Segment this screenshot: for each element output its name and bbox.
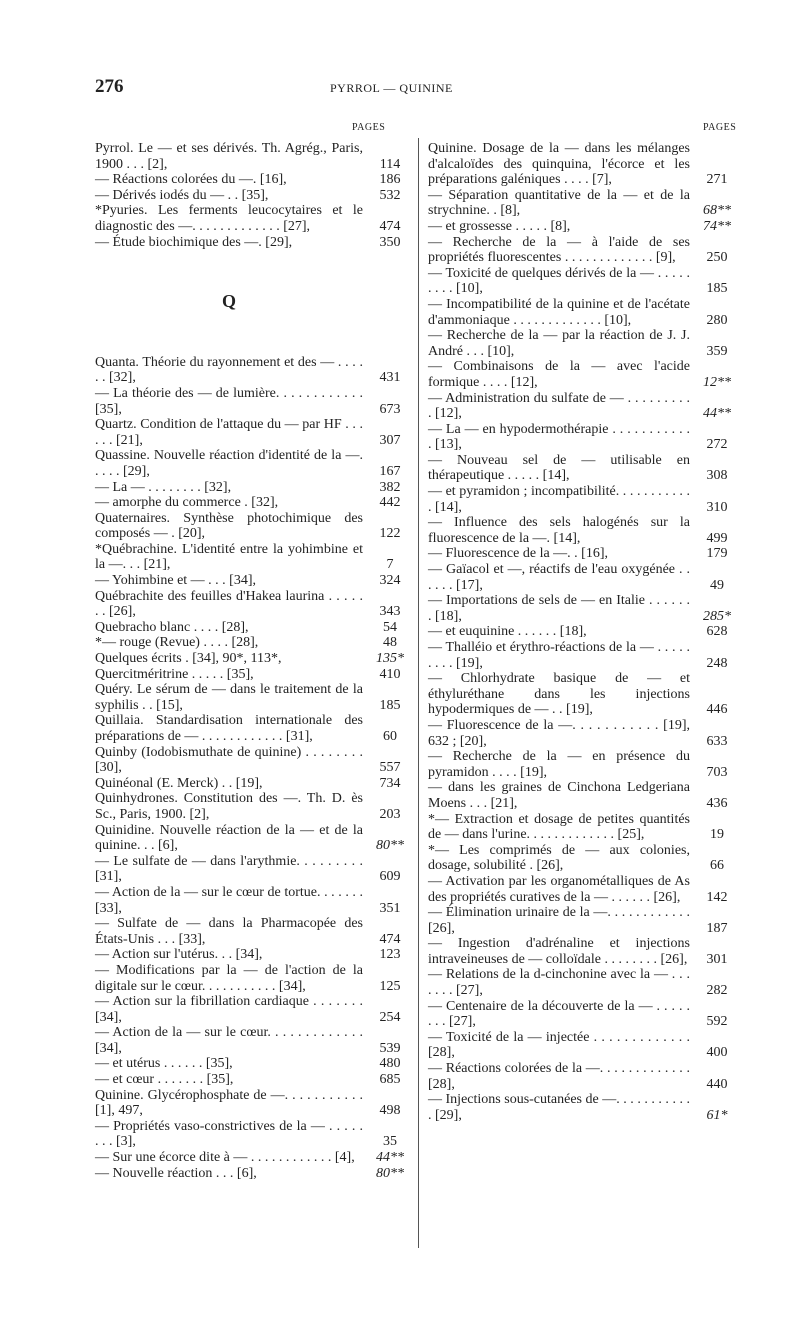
- entry-text: — Administration du sulfate de — . . . . . . . . . . [12],: [428, 390, 690, 422]
- index-entry: [428, 812, 740, 843]
- index-entry: [95, 1056, 413, 1072]
- entry-text: Quinéonal (E. Merck) . . [19],: [95, 775, 263, 791]
- entry-text: — et cœur . . . . . . . [35],: [95, 1072, 234, 1088]
- entry-page-number: 203: [379, 806, 401, 822]
- entry-text: — et grossesse . . . . . [8],: [428, 218, 571, 234]
- entry-text: Quinidine. Nouvelle réaction de la — et de la quinine. . . [6],: [95, 822, 363, 854]
- entry-page-number: 474: [379, 218, 401, 234]
- entry-text: — Sulfate de — dans la Pharmacopée des États-Unis . . . [33],: [95, 916, 363, 947]
- index-entry: [428, 671, 740, 718]
- left-entries-before: [95, 141, 413, 250]
- entry-text: — La — . . . . . . . . [32],: [95, 479, 232, 495]
- index-entry: [95, 573, 413, 589]
- entry-page-number: 474: [379, 931, 401, 947]
- entry-text: — Importations de sels de — en Italie . . . . . . . [18],: [428, 593, 690, 624]
- entry-page-number: 734: [379, 775, 401, 791]
- right-column: [428, 141, 740, 1123]
- entry-page-number: 673: [379, 401, 401, 417]
- entry-page-number: 186: [379, 172, 401, 188]
- entry-page-number: 66: [710, 858, 724, 874]
- entry-text: Quinhydrones. Constitution des —. Th. D. ès Sc., Paris, 1900. [2],: [95, 791, 363, 822]
- index-entry: [95, 635, 413, 651]
- entry-page-number: 301: [706, 951, 728, 967]
- entry-page-number: 350: [379, 234, 401, 250]
- entry-page-number: 282: [706, 983, 728, 999]
- entry-text: — La — en hypodermothérapie . . . . . . . . . . . . [13],: [428, 421, 690, 453]
- left-entries-after: [95, 355, 413, 1181]
- entry-page-number: 68**: [703, 203, 731, 219]
- index-entry: [428, 999, 740, 1030]
- index-entry: [95, 235, 413, 251]
- entry-page-number: 498: [379, 1103, 401, 1119]
- index-entry: [95, 651, 413, 667]
- index-entry: [428, 1030, 740, 1061]
- entry-page-number: 685: [379, 1072, 401, 1088]
- index-entry: [428, 484, 740, 515]
- left-column: [95, 141, 413, 1181]
- index-entry: [95, 1119, 413, 1150]
- index-entry: [95, 172, 413, 188]
- entry-text: — Recherche de la — par la réaction de J. J. André . . . [10],: [428, 328, 690, 359]
- entry-text: — Étude biochimique des —. [29],: [95, 234, 293, 250]
- index-entry: [95, 994, 413, 1025]
- running-title: PYRROL — QUININE: [330, 81, 453, 95]
- entry-page-number: 633: [706, 733, 728, 749]
- index-entry: [95, 417, 413, 448]
- entry-text: Pyrrol. Le — et ses dérivés. Th. Agrég., Paris, 1900 . . . [2],: [95, 141, 363, 172]
- entry-text: Quartz. Condition de l'attaque du — par HF . . . . . . [21],: [95, 417, 363, 448]
- entry-page-number: 35: [383, 1134, 397, 1150]
- index-entry: [428, 235, 740, 266]
- index-entry: [95, 141, 413, 172]
- index-entry: [428, 874, 740, 905]
- index-entry: [95, 511, 413, 542]
- entry-text: *Québrachine. L'identité entre la yohimbine et la —. . . [21],: [95, 541, 363, 573]
- index-entry: [428, 453, 740, 484]
- index-entry: [428, 266, 740, 297]
- entry-text: — Nouveau sel de — utilisable en thérapeutique . . . . . [14],: [428, 452, 690, 484]
- entry-page-number: 382: [379, 479, 401, 495]
- entry-page-number: 248: [706, 655, 728, 671]
- pages-label-right: PAGES: [703, 122, 737, 133]
- index-entry: [95, 682, 413, 713]
- entry-page-number: 12**: [703, 374, 731, 390]
- entry-text: — Chlorhydrate basique de — et éthyluréthane dans les injections hypodermiques de — . . [19],: [428, 671, 690, 718]
- entry-page-number: 185: [706, 281, 728, 297]
- index-entry: [428, 141, 740, 188]
- entry-page-number: 187: [706, 920, 728, 936]
- entry-page-number: 44**: [703, 406, 731, 422]
- page-number: 276: [95, 76, 124, 97]
- entry-text: — Sur une écorce dite à — . . . . . . . . . . . . [4],: [95, 1150, 355, 1166]
- index-entry: [428, 936, 740, 967]
- index-entry: [428, 546, 740, 562]
- entry-page-number: 436: [706, 795, 728, 811]
- index-entry: [95, 1150, 413, 1166]
- index-entry: [95, 203, 413, 234]
- entry-page-number: 285*: [703, 608, 731, 624]
- entry-page-number: 123: [379, 947, 401, 963]
- entry-text: — dans les graines de Cinchona Ledgeriana Moens . . . [21],: [428, 780, 690, 811]
- entry-page-number: 400: [706, 1045, 728, 1061]
- index-entry: [428, 422, 740, 453]
- entry-page-number: 60: [383, 729, 397, 744]
- index-entry: [428, 905, 740, 936]
- entry-text: — amorphe du commerce . [32],: [95, 495, 279, 511]
- entry-page-number: 61*: [706, 1107, 728, 1123]
- entry-page-number: 272: [706, 437, 728, 453]
- index-entry: [428, 219, 740, 235]
- index-entry: [95, 386, 413, 417]
- entry-text: — Action de la — sur le cœur. . . . . . . . . . . . . [34],: [95, 1025, 363, 1056]
- entry-page-number: 359: [706, 343, 728, 359]
- index-entry: [95, 745, 413, 776]
- entry-text: — Action sur la fibrillation cardiaque . . . . . . . [34],: [95, 994, 363, 1025]
- entry-text: *— rouge (Revue) . . . . [28],: [95, 635, 259, 651]
- entry-text: Quassine. Nouvelle réaction d'identité de la —. . . . . [29],: [95, 448, 363, 479]
- index-entry: [428, 780, 740, 811]
- index-entry: [95, 620, 413, 636]
- entry-text: *— Les comprimés de — aux colonies, dosage, solubilité . [26],: [428, 842, 690, 874]
- entry-text: Quéry. Le sérum de — dans le traitement de la syphilis . . [15],: [95, 682, 363, 713]
- index-entry: [95, 1088, 413, 1119]
- entry-text: — Ingestion d'adrénaline et injections intraveineuses de — colloïdale . . . . . . . . [26],: [428, 936, 690, 967]
- entry-page-number: 125: [379, 978, 401, 994]
- entry-text: — Injections sous-cutanées de —. . . . . . . . . . . . [29],: [428, 1092, 690, 1123]
- entry-page-number: 80**: [376, 1165, 404, 1181]
- index-entry: [95, 495, 413, 511]
- right-entries: [428, 141, 740, 1123]
- entry-page-number: 48: [383, 635, 397, 651]
- index-entry: [95, 713, 413, 744]
- entry-text: — Modifications par la — de l'action de la digitale sur le cœur. . . . . . . . . . . [34],: [95, 962, 363, 994]
- index-entry: [95, 947, 413, 963]
- index-entry: [95, 667, 413, 683]
- entry-text: — Centenaire de la découverte de la — . . . . . . . . [27],: [428, 998, 690, 1030]
- index-entry: [95, 776, 413, 792]
- entry-text: Quaternaires. Synthèse photochimique des composés — . [20],: [95, 510, 363, 542]
- entry-text: — Incompatibilité de la quinine et de l'acétate d'ammoniaque . . . . . . . . . . . . . [10],: [428, 296, 690, 328]
- entry-page-number: 114: [379, 156, 401, 172]
- entry-page-number: 532: [379, 187, 401, 203]
- entry-page-number: 410: [379, 666, 401, 682]
- entry-page-number: 54: [383, 619, 397, 635]
- entry-page-number: 310: [706, 499, 728, 515]
- entry-text: — Fluorescence de la —. . [16],: [428, 546, 608, 562]
- entry-text: — Séparation quantitative de la — et de la strychnine. . [8],: [428, 187, 690, 219]
- entry-page-number: 592: [706, 1014, 728, 1030]
- entry-text: — et pyramidon ; incompatibilité. . . . . . . . . . . . [14],: [428, 484, 690, 515]
- entry-text: Quebracho blanc . . . . [28],: [95, 619, 249, 635]
- index-entry: [428, 297, 740, 328]
- index-entry: [95, 1072, 413, 1088]
- entry-page-number: 499: [706, 530, 728, 546]
- entry-page-number: 74**: [703, 218, 731, 234]
- index-entry: [428, 749, 740, 780]
- index-entry: [95, 542, 413, 573]
- index-entry: [95, 916, 413, 947]
- entry-page-number: 480: [379, 1056, 401, 1072]
- index-entry: [428, 328, 740, 359]
- index-entry: [428, 1061, 740, 1092]
- entry-page-number: 142: [706, 889, 728, 905]
- index-entry: [95, 355, 413, 386]
- entry-page-number: 179: [706, 546, 728, 562]
- entry-page-number: 49: [710, 577, 724, 593]
- entry-text: — Élimination urinaire de la —. . . . . . . . . . . . [26],: [428, 905, 690, 936]
- entry-text: Quelques écrits . [34], 90*, 113*,: [95, 651, 282, 667]
- entry-page-number: 539: [379, 1040, 401, 1056]
- entry-text: — Nouvelle réaction . . . [6],: [95, 1165, 257, 1181]
- entry-text: Quinine. Dosage de la — dans les mélanges d'alcaloïdes des quinquina, l'écorce et les préparations galéniques . . . . [7],: [428, 141, 690, 188]
- entry-text: — Action de la — sur le cœur de tortue. . . . . . . [33],: [95, 884, 363, 916]
- entry-page-number: 185: [379, 697, 401, 713]
- entry-page-number: 446: [706, 702, 728, 718]
- entry-text: — Relations de la d-cinchonine avec la — . . . . . . . [27],: [428, 967, 690, 999]
- entry-page-number: 122: [379, 526, 401, 542]
- entry-page-number: 609: [379, 869, 401, 885]
- index-entry: [95, 188, 413, 204]
- entry-page-number: 307: [379, 432, 401, 448]
- entry-page-number: 135*: [376, 651, 404, 667]
- entry-text: Quillaia. Standardisation internationale des préparations de — . . . . . . . . . . . . [31],: [95, 713, 363, 744]
- entry-text: *Pyuries. Les ferments leucocytaires et le diagnostic des —. . . . . . . . . . . . . [27],: [95, 203, 363, 234]
- entry-text: — Toxicité de quelques dérivés de la — . . . . . . . . . [10],: [428, 265, 690, 297]
- entry-page-number: 442: [379, 495, 401, 511]
- entry-text: — Dérivés iodés du — . . [35],: [95, 187, 269, 203]
- entry-text: — Thalléio et érythro-réactions de la — . . . . . . . . . [19],: [428, 640, 690, 671]
- index-entry: [428, 515, 740, 546]
- entry-text: — et utérus . . . . . . [35],: [95, 1056, 233, 1072]
- index-entry: [95, 589, 413, 620]
- index-entry: [428, 562, 740, 593]
- index-entry: [95, 791, 413, 822]
- index-entry: [95, 963, 413, 994]
- index-entry: [95, 1166, 413, 1182]
- entry-text: — Recherche de la — à l'aide de ses propriétés fluorescentes . . . . . . . . . . . . . [9],: [428, 234, 690, 266]
- index-entry: [428, 718, 740, 749]
- index-entry: [95, 448, 413, 479]
- entry-text: — La théorie des — de lumière. . . . . . . . . . . . [35],: [95, 385, 363, 417]
- entry-page-number: 250: [706, 250, 728, 266]
- entry-text: — Action sur l'utérus. . . [34],: [95, 947, 263, 963]
- index-entry: [428, 843, 740, 874]
- entry-text: Quinby (Iodobismuthate de quinine) . . . . . . . . [30],: [95, 744, 363, 776]
- entry-page-number: 308: [706, 468, 728, 484]
- entry-page-number: 557: [379, 760, 401, 776]
- entry-page-number: 280: [706, 312, 728, 328]
- section-letter: Q: [221, 291, 236, 312]
- index-entry: [428, 391, 740, 422]
- entry-text: — Activation par les organométalliques de As des propriétés curatives de la — . . . . . . [26],: [428, 873, 690, 905]
- entry-page-number: 628: [706, 624, 728, 640]
- entry-page-number: 167: [379, 463, 401, 479]
- entry-text: — et euquinine . . . . . . [18],: [428, 624, 587, 640]
- entry-text: Quercitméritrine . . . . . [35],: [95, 666, 254, 682]
- index-entry: [428, 624, 740, 640]
- index-entry: [95, 1025, 413, 1056]
- entry-page-number: 703: [706, 764, 728, 780]
- entry-page-number: 271: [706, 172, 728, 188]
- index-entry: [428, 359, 740, 390]
- index-entry: [95, 854, 413, 885]
- entry-text: — Réactions colorées du —. [16],: [95, 172, 287, 188]
- entry-page-number: 7: [386, 557, 394, 573]
- entry-text: Quinine. Glycérophosphate de —. . . . . . . . . . . [1], 497,: [95, 1087, 363, 1119]
- index-entry: [95, 885, 413, 916]
- entry-text: — Recherche de la — en présence du pyramidon . . . . [19],: [428, 749, 690, 780]
- entry-page-number: 431: [379, 370, 401, 386]
- entry-text: — Le sulfate de — dans l'arythmie. . . . . . . . . [31],: [95, 853, 363, 885]
- entry-page-number: 343: [379, 604, 401, 620]
- index-entry: [95, 823, 413, 854]
- entry-text: — Yohimbine et — . . . [34],: [95, 573, 256, 589]
- entry-page-number: 19: [710, 827, 724, 843]
- entry-text: Quanta. Théorie du rayonnement et des — . . . . . . [32],: [95, 354, 363, 386]
- entry-text: — Propriétés vaso-constrictives de la — . . . . . . . . [3],: [95, 1118, 363, 1150]
- entry-page-number: 254: [379, 1009, 401, 1025]
- index-entry: [95, 480, 413, 496]
- index-entry: [428, 967, 740, 998]
- pages-label-left: PAGES: [352, 122, 386, 133]
- entry-page-number: 44**: [376, 1150, 404, 1166]
- index-entry: [428, 1092, 740, 1123]
- entry-text: — Toxicité de la — injectée . . . . . . . . . . . . . [28],: [428, 1029, 690, 1061]
- index-entry: [428, 188, 740, 219]
- index-entry: [428, 593, 740, 624]
- entry-page-number: 351: [379, 900, 401, 916]
- entry-text: — Gaïacol et —, réactifs de l'eau oxygénée . . . . . . [17],: [428, 562, 690, 593]
- entry-text: — Influence des sels halogénés sur la fluorescence de la —. [14],: [428, 515, 690, 546]
- entry-page-number: 440: [706, 1076, 728, 1092]
- column-divider: [418, 138, 419, 1248]
- entry-text: — Combinaisons de la — avec l'acide formique . . . . [12],: [428, 359, 690, 390]
- entry-text: — Fluorescence de la —. . . . . . . . . . . [19], 632 ; [20],: [428, 717, 690, 749]
- entry-text: *— Extraction et dosage de petites quantités de — dans l'urine. . . . . . . . . . . . . [25],: [428, 811, 690, 843]
- entry-page-number: 80**: [376, 838, 404, 854]
- entry-text: Québrachite des feuilles d'Hakea laurina . . . . . . . [26],: [95, 588, 363, 620]
- entry-text: — Réactions colorées de la —. . . . . . . . . . . . . [28],: [428, 1061, 690, 1092]
- index-entry: [428, 640, 740, 671]
- entry-page-number: 324: [379, 573, 401, 589]
